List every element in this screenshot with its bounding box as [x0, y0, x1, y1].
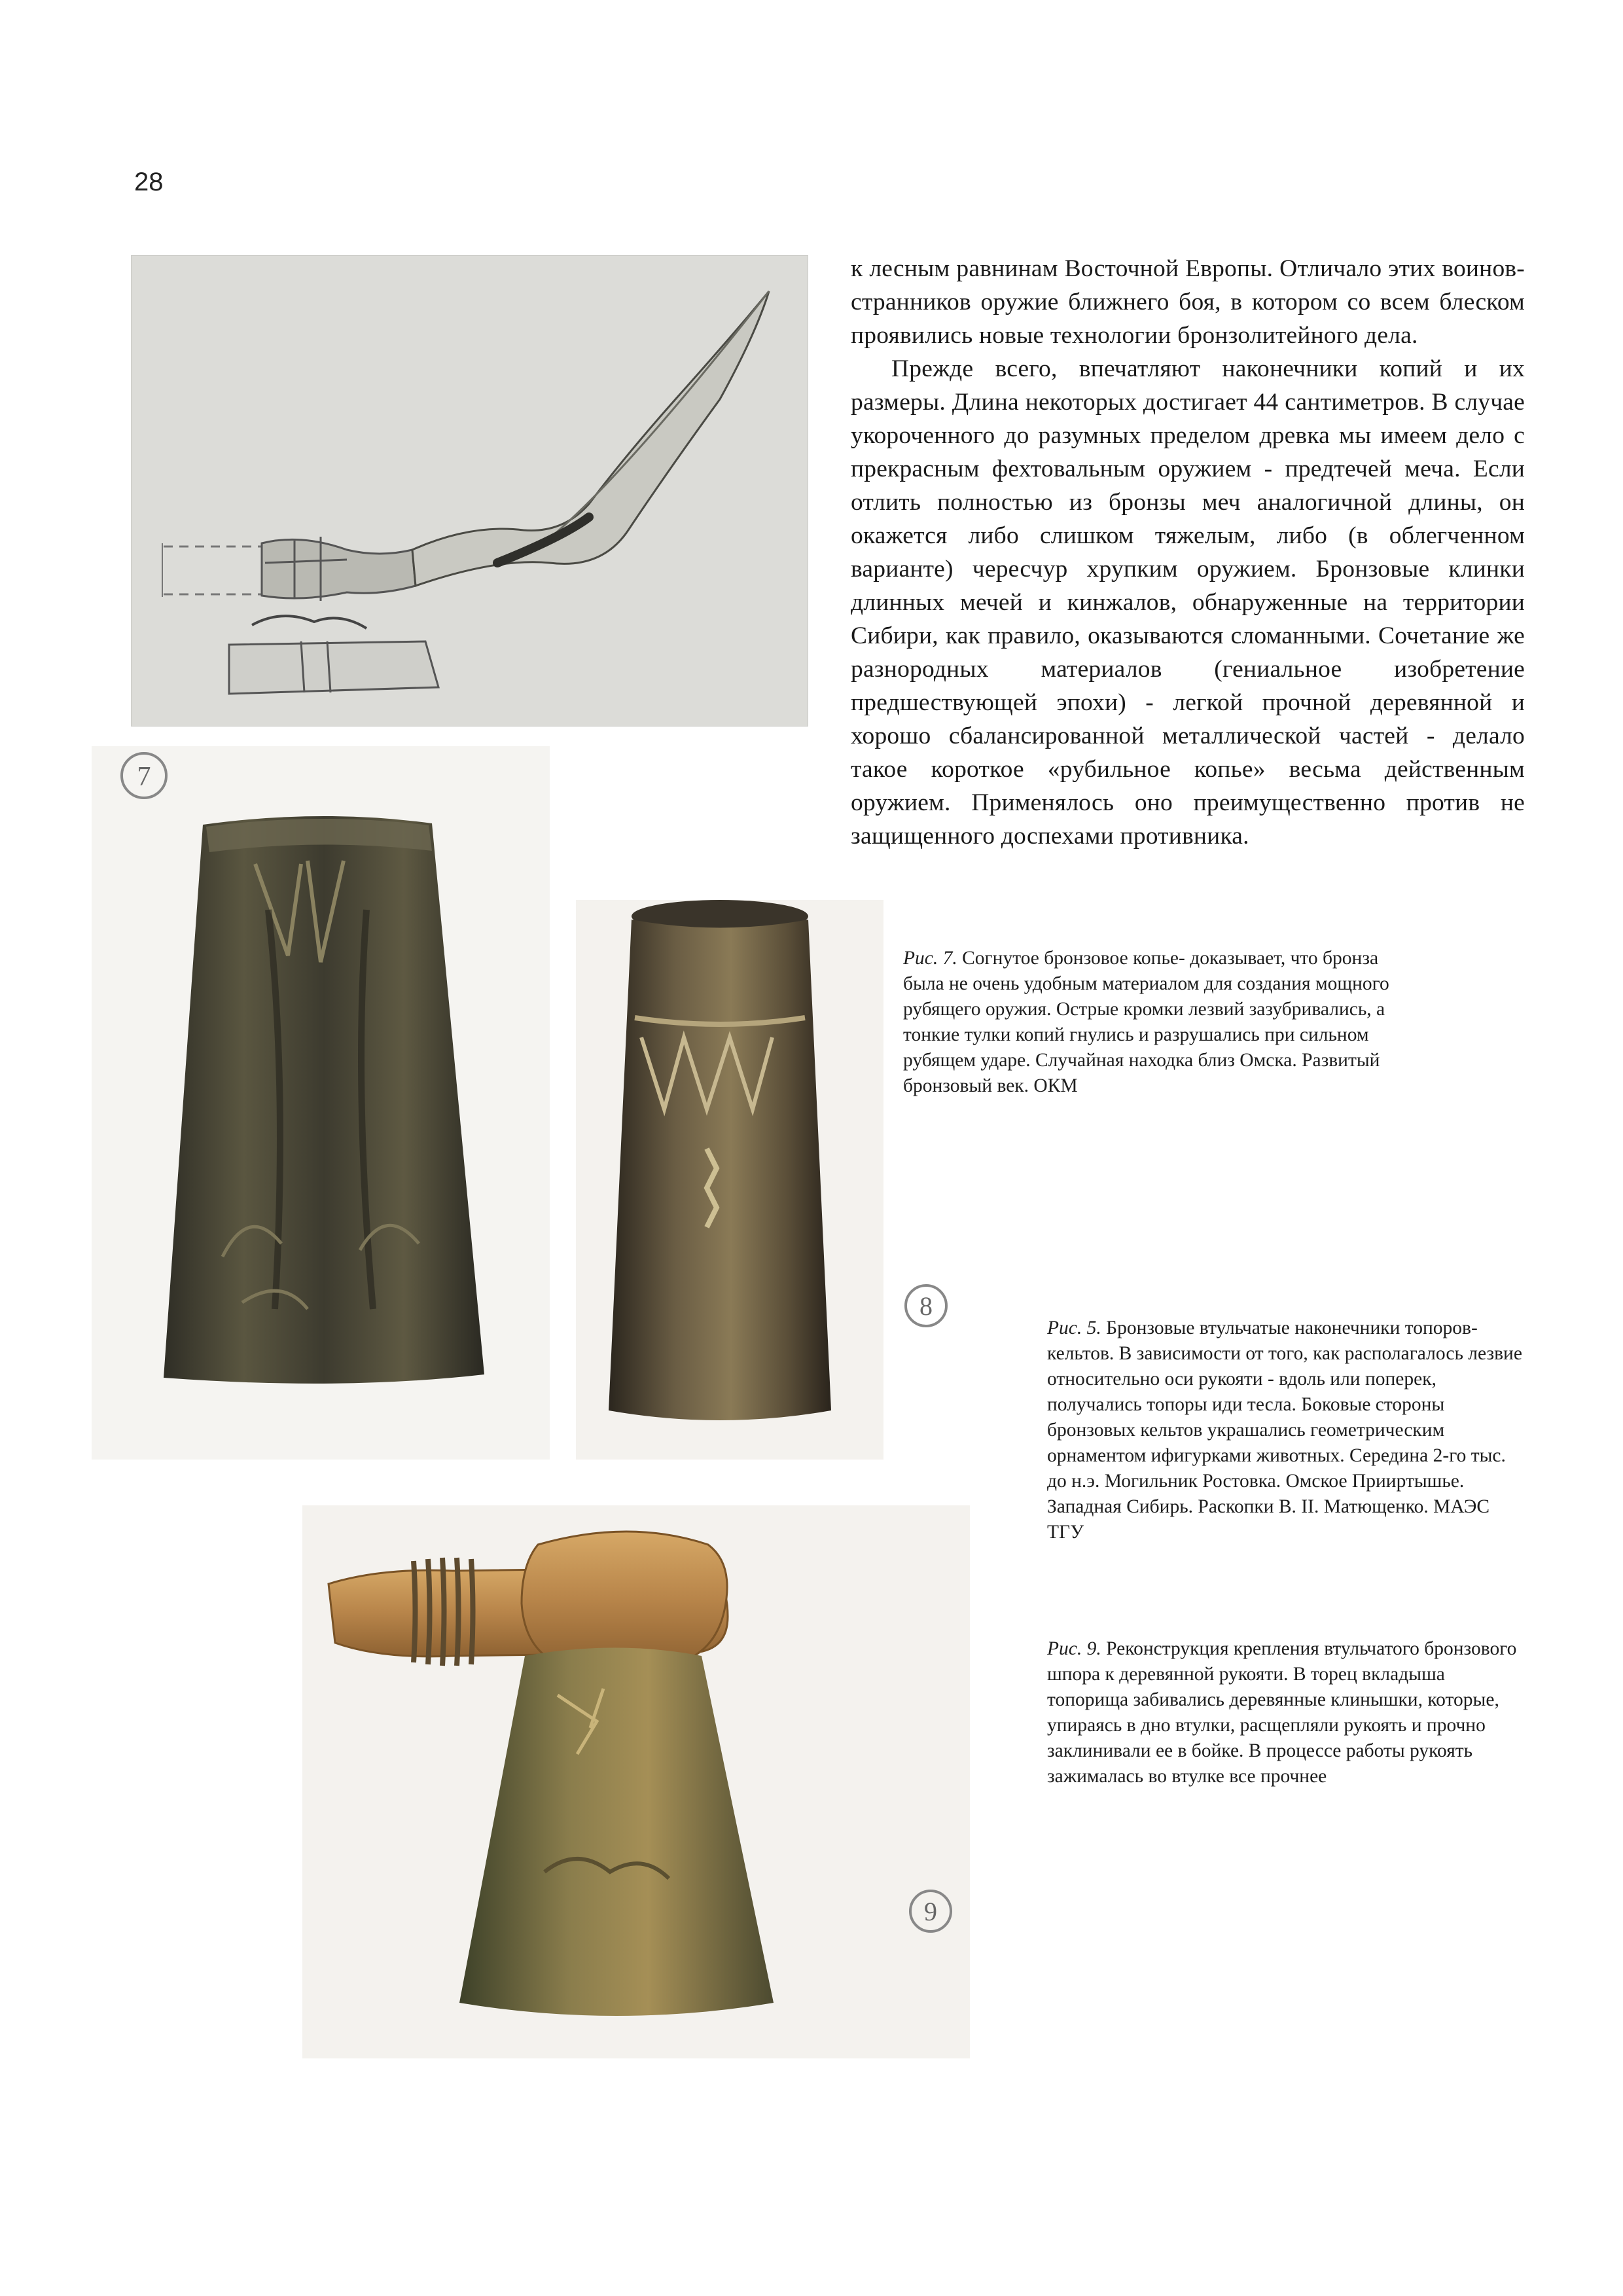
- caption-7-text: Согнутое бронзовое копье- доказывает, что бронза была не очень удобным материалом для создания мощного рубящего оружия. Острые кромки лезвий зазубривались, а тонкие тулки копий гнулись и разрушались при сильном рубящем ударе. Случайная находка близ Омска. Развитый бронзовый век. ОКМ: [903, 948, 1389, 1096]
- main-text-paragraph-2: Прежде всего, впечатляют наконечники копий и их размеры. Длина некоторых достигает 44 сантиметров. В случае укороченного до разумных пределом древка мы имеем дело с прекрасным фехтовальным оружием - предтечей меча. Если отлить полностью из бронзы меч аналогичной длины, он окажется либо слишком тяжелым, либо (в облегченном варианте) чересчур хрупким оружием. Бронзовые клинки длинных мечей и кинжалов, обнаруженные на территории Сибири, как правило, оказываются сломанными. Сочетание же разнородных материалов (гениальное изобретение предшествующей эпохи) - легкой прочной деревянной и хорошо сбалансированной металлической частей - делало такое короткое «рубильное копье» весьма действенным оружием. Применялось оно преимущественно против не защищенного доспехами противника.: [851, 355, 1525, 850]
- caption-9-lead: Рис. 9.: [1047, 1638, 1101, 1659]
- main-text-column: [851, 252, 1525, 853]
- celt-reconstruction-9-photo: [302, 1505, 970, 2058]
- page-number: 28: [134, 168, 164, 196]
- main-text-paragraph-1: к лесным равнинам Восточной Европы. Отличало этих воинов-странников оружие ближнего боя, в котором со всем блеском проявились новые технологии бронзолитейного дела.: [851, 255, 1525, 349]
- bent-spear-figure: [131, 255, 808, 726]
- figure-label-8: 8: [919, 1291, 933, 1321]
- caption-5-lead: Рис. 5.: [1047, 1318, 1101, 1338]
- caption-5-text: Бронзовые втульчатые наконечники топоров-кельтов. В зависимости от того, как располагалось лезвие относительно оси рукояти - вдоль или поперек, получались топоры иди тесла. Боковые стороны бронзовых кельтов украшались геометрическим орнаментом ифигурками животных. Середина 2-го тыс. до н.э. Могильник Ростовка. Омское Прииртышье. Западная Сибирь. Раскопки В. II. Матющенко. МАЭС ТГУ: [1047, 1318, 1522, 1543]
- caption-9-text: Реконструкция крепления втульчатого бронзового шпора к деревянной рукояти. В торец вкладыша топорища забивались деревянные клинышки, которые, упираясь в дно втулки, расщепляли рукоять и прочно заклинивали ее в бойке. В процессе работы рукоять зажималась во втулке все прочнее: [1047, 1638, 1517, 1787]
- celt-reconstruction-9-figure: [302, 1505, 970, 2058]
- figure-label-7: 7: [137, 762, 151, 792]
- bent-spear-drawing: [131, 255, 808, 726]
- figure-label-9: 9: [924, 1897, 937, 1926]
- caption-figure-5: [1047, 1316, 1525, 1545]
- bronze-celt-8-photo: [576, 900, 883, 1460]
- figure-label-8-badge: [903, 1283, 949, 1329]
- caption-figure-7: [903, 946, 1414, 1099]
- bronze-celt-7-photo: [92, 746, 550, 1460]
- caption-7-lead: Рис. 7.: [903, 948, 957, 969]
- bronze-celt-7-figure: [92, 746, 550, 1460]
- figure-label-8-circle: [903, 1283, 949, 1329]
- caption-figure-9: [1047, 1636, 1525, 1789]
- bronze-celt-8-figure: [576, 900, 883, 1460]
